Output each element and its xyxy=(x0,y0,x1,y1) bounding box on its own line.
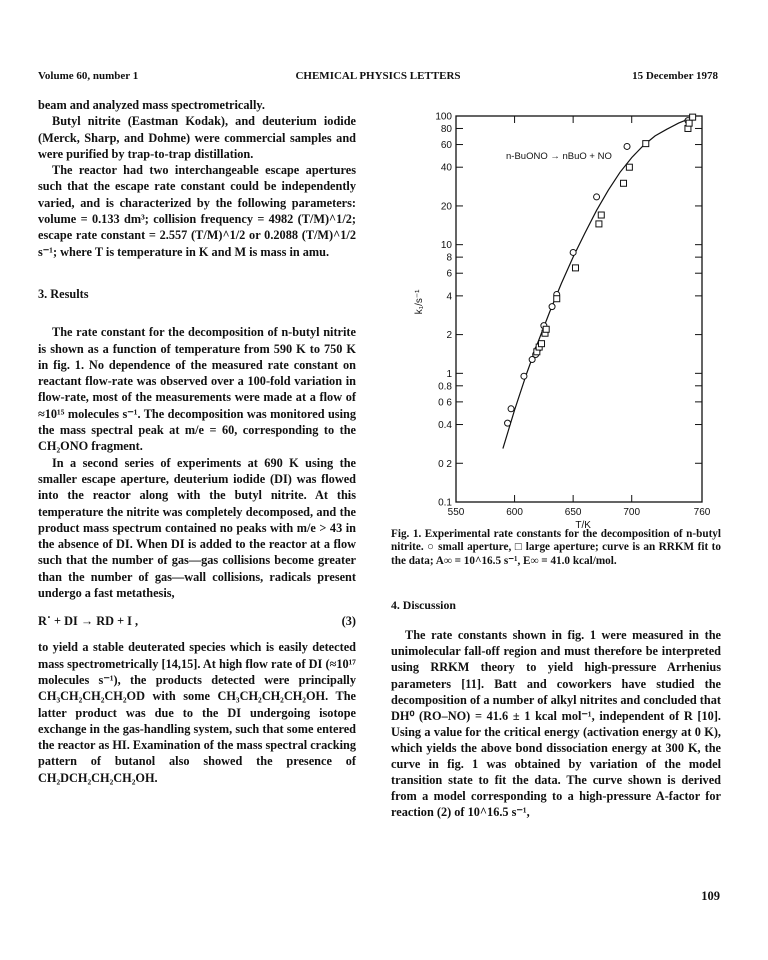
journal-name: CHEMICAL PHYSICS LETTERS xyxy=(295,70,461,82)
y-tick-label: 80 xyxy=(440,123,452,135)
small-aperture-point xyxy=(505,420,511,426)
small-aperture-point xyxy=(521,373,527,379)
y-tick-label: 8 xyxy=(446,252,452,264)
y-tick-label: 4 xyxy=(446,291,452,303)
plot-frame xyxy=(456,116,702,502)
page-number: 109 xyxy=(701,889,720,903)
running-header xyxy=(38,70,718,86)
x-tick-label: 760 xyxy=(693,507,711,518)
equation-number: (3) xyxy=(341,614,356,629)
large-aperture-point xyxy=(572,265,578,271)
rrkm-fit-curve xyxy=(503,118,690,448)
right-column xyxy=(391,528,721,820)
y-tick-label: 60 xyxy=(440,140,452,152)
y-tick-label: 10 xyxy=(440,240,452,252)
paragraph: The rate constant for the decomposition of n-butyl nitrite is shown as a function of temperature from 590 K to 750 K in fig. 1. No dependence of the measured rate constant on reactant flow-rate was observed over a 100-fold variation in flow-rate, most of the measurements were made at a flow of ≈10¹⁵ molecules s⁻¹. The decomposition was monitored using the mass spectral peak at m/e = 60, corresponding to the CH₂ONO fragment. xyxy=(38,325,356,454)
equation-text: R˙ + DI → RD + I , xyxy=(38,614,139,629)
y-tick-label: 0 6 xyxy=(438,397,452,409)
paragraph: to yield a stable deuterated species which is easily detected mass spectrometrically [14,15]. At high flow rate of DI (≈10¹⁷ molecules s⁻¹), the products detected were principally CH₃CH₂CH₂CH₂OD with some CH₃CH₂CH₂CH₂OH. The latter product was due to the DI undergoing isotope exchange in the gas-handling system, such that some entered the reactor as HI. Examination of the mass spectral cracking pattern of butanol also showed the presence of CH₂DCH₂CH₂CH₂OH. xyxy=(38,640,356,785)
large-aperture-point xyxy=(596,221,602,227)
large-aperture-point xyxy=(554,296,560,302)
large-aperture-point xyxy=(690,114,696,120)
x-tick-label: 550 xyxy=(447,507,465,518)
large-aperture-point xyxy=(598,212,604,218)
y-tick-label: 0.1 xyxy=(438,497,452,509)
large-aperture-point xyxy=(621,180,627,186)
rate-constant-plot xyxy=(394,104,724,534)
y-tick-label: 20 xyxy=(440,201,452,213)
paragraph: Butyl nitrite (Eastman Kodak), and deuterium iodide (Merck, Sharp, and Dohme) were commercial samples and were purified by trap-to-trap distillation. xyxy=(38,114,356,161)
x-axis-label: T/K xyxy=(575,520,591,531)
small-aperture-point xyxy=(594,194,600,200)
y-tick-label: 1 xyxy=(446,368,452,380)
equation xyxy=(38,613,356,629)
y-tick-label: 40 xyxy=(440,162,452,174)
y-axis-label: k₁/s⁻¹ xyxy=(414,289,425,315)
paragraph: The reactor had two interchangeable escape apertures such that the escape rate constant could be independently varied, and is characterized by the following parameters: volume = 0.133 dm³; collision frequency = 4982 (T/M)^1/2; escape rate constant = 2.557 (T/M)^1/2 or 0.2088 (T/M)^1/2 s⁻¹; where T is temperature in K and M is mass in amu. xyxy=(38,163,356,259)
reaction-annotation: n-BuONO → nBuO + NO xyxy=(506,151,612,162)
volume-label: Volume 60, number 1 xyxy=(38,70,139,82)
issue-date: 15 December 1978 xyxy=(632,70,718,82)
section-title-discussion: 4. Discussion xyxy=(391,598,456,613)
x-tick-label: 600 xyxy=(506,507,523,518)
large-aperture-point xyxy=(543,326,549,332)
small-aperture-point xyxy=(508,406,514,412)
figure-caption: Fig. 1. Experimental rate constants for the decomposition of n-butyl nitrite. ○ small aperture, □ large aperture; curve is an RRKM fit to the data; A∞ = 10^16.5 s⁻¹, E∞ = 41.0 kcal/mol. xyxy=(391,528,721,567)
y-tick-label: 2 xyxy=(446,330,452,342)
y-tick-label: 6 xyxy=(446,268,452,280)
left-column xyxy=(38,97,356,786)
large-aperture-point xyxy=(686,120,692,126)
y-tick-label: 0.8 xyxy=(438,381,452,393)
x-tick-label: 700 xyxy=(623,507,641,518)
large-aperture-point xyxy=(643,141,649,147)
large-aperture-point xyxy=(539,341,545,347)
paragraph: The rate constants shown in fig. 1 were measured in the unimolecular fall-off region and must therefore be interpreted using RRKM theory to yield high-pressure Arrhenius parameters [11]. Batt and coworkers have studied the decomposition of a number of alkyl nitrites and concluded that DH⁰ (RO–NO) = 41.6 ± 1 kcal mol⁻¹, independent of R [10]. Using a value for the critical energy (activation energy at 0 K), which yields the above bond dissociation energy at 300 K, the curve in fig. 1 was obtained by variation of the model transition state to fit the data. The curve shown is derived from a model corresponding to a high-pressure A-factor for reaction (2) of 10^16.5 s⁻¹, xyxy=(391,628,721,820)
x-tick-label: 650 xyxy=(564,507,582,518)
small-aperture-point xyxy=(624,143,630,149)
paragraph: beam and analyzed mass spectrometrically. xyxy=(38,98,265,112)
small-aperture-point xyxy=(549,304,555,310)
section-title-results: 3. Results xyxy=(38,286,89,301)
y-tick-label: 100 xyxy=(435,111,452,123)
y-tick-label: 0.4 xyxy=(438,420,452,432)
large-aperture-point xyxy=(626,164,632,170)
paragraph: In a second series of experiments at 690 K using the smaller escape aperture, deuterium iodide (DI) was flowed into the reactor along with the butyl nitrite. At this temperature the nitrite was completely decomposed, and the product mass spectrum contained no peaks with m/e > 43 in the absence of DI. When DI is added to the reactor at a flow such that the number of gas—gas collisions become greater than the number of gas—wall collisions, radicals present undergo a fast metathesis, xyxy=(38,455,356,601)
small-aperture-point xyxy=(570,249,576,255)
y-tick-label: 0 2 xyxy=(438,458,452,470)
